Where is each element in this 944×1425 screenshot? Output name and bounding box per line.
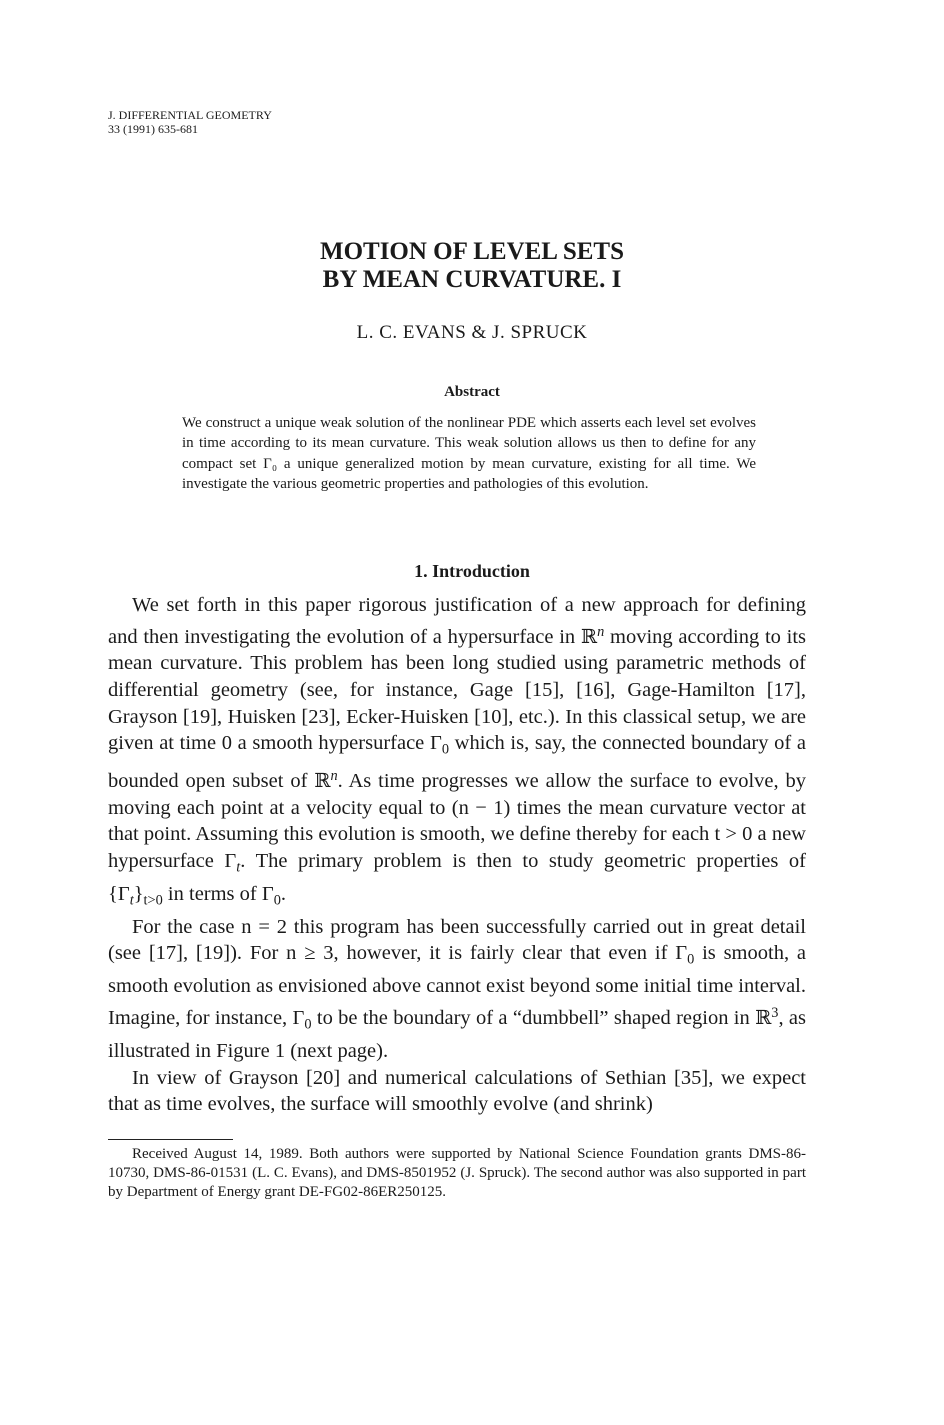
journal-volume: 33 (1991) 635-681 bbox=[108, 122, 198, 136]
footnote-rule bbox=[108, 1139, 233, 1140]
paper-authors: L. C. EVANS & J. SPRUCK bbox=[356, 322, 588, 343]
abstract-text: We construct a unique weak solution of the nonlinear PDE which asserts each level set evolves in time according to its mean curvature. This weak solution allows us then to define for any compact set Γ₀ a unique generalized motion by mean curvature, existing for all time. We investigate the various geometric properties and pathologies of this evolution. bbox=[182, 415, 756, 493]
paragraph-1: We set forth in this paper rigorous justification of a new approach for defining and then investigating the evolution of a hypersurface in ℝ$^n$ moving according to its mean curvature. This problem has been long studied using parametric methods of differential geometry (see, for instance, Gage [15], [16], Gage-Hamilton [17], Grayson [19], Huisken [23], Ecker-Huisken [10], etc.). In this classical setup, we are given at time 0 a smooth hypersurface $\Gamma_0$ which is, say, the connected boundary of a bounded open subset of ℝ$^n$. As time progresses we allow the surface to evolve, by moving each point at a velocity equal to (n − 1) times the mean curvature vector at that point. Assuming this evolution is smooth, we define thereby for each t > 0 a new hypersurface $\Gamma_t$. The primary problem is then to study geometric properties of $\{\Gamma_t\}_{t>0}$ in terms of $\Gamma_0$. bbox=[108, 594, 806, 909]
journal-header bbox=[108, 108, 272, 136]
section-heading: 1. Introduction bbox=[414, 561, 530, 581]
paragraph-3: In view of Grayson [20] and numerical calculations of Sethian [35], we expect that as time evolves, the surface will smoothly evolve (and shrink) bbox=[108, 1066, 806, 1116]
footnote: Received August 14, 1989. Both authors were supported by National Science Foundation grants DMS-86-10730, DMS-86-01531 (L. C. Evans), and DMS-8501952 (J. Spruck). The second author was also supported in part by Department of Energy grant DE-FG02-86ER250125. bbox=[108, 1146, 806, 1201]
journal-name: J. DIFFERENTIAL GEOMETRY bbox=[108, 108, 272, 122]
title-line-2: BY MEAN CURVATURE. I bbox=[322, 266, 622, 293]
title-line-1: MOTION OF LEVEL SETS bbox=[319, 238, 625, 265]
abstract-heading: Abstract bbox=[444, 384, 500, 400]
paragraph-2: For the case n = 2 this program has been successfully carried out in great detail (see [17], [19]). For n ≥ 3, however, it is fairly clear that even if $\Gamma_0$ is smooth, a smooth evolution as envisioned above cannot exist beyond some initial time interval. Imagine, for instance, $\Gamma_0$ to be the boundary of a “dumbbell” shaped region in ℝ$^3$, as illustrated in Figure 1 (next page). bbox=[108, 915, 807, 1062]
body-text bbox=[108, 592, 806, 1118]
paper-title bbox=[0, 238, 944, 294]
